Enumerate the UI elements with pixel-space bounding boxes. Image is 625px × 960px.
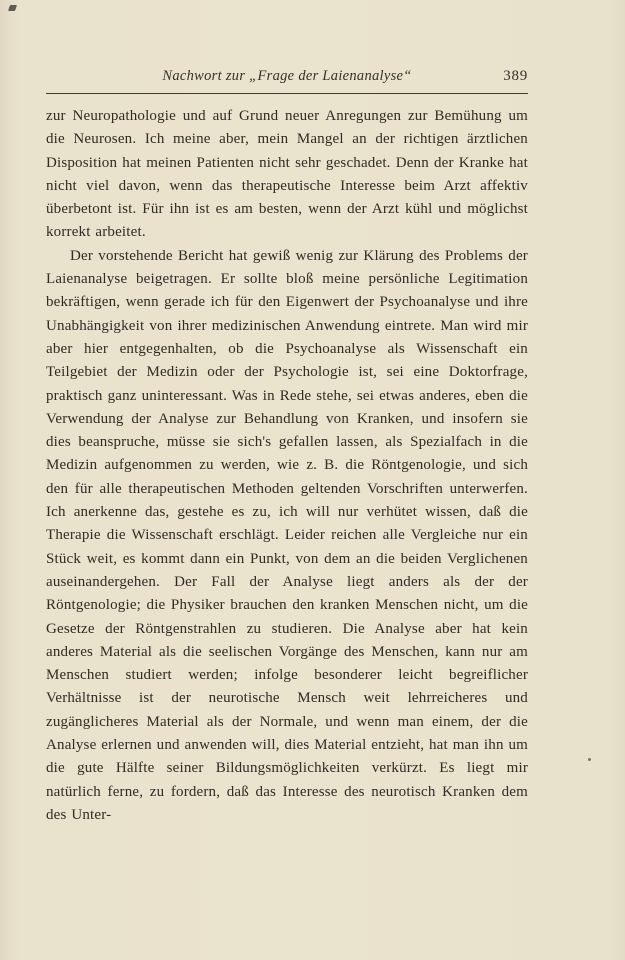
running-header (46, 68, 528, 90)
header-title: Nachwort zur „Frage der Laienanalyse“ (162, 68, 412, 84)
page-number: 389 (503, 68, 528, 84)
header-rule (46, 93, 528, 94)
paragraph: zur Neuropathologie und auf Grund neuer Anregungen zur Bemühung um die Neurosen. Ich meine aber, mein Mangel an der richtigen ärztlichen Disposition hat meinen Patienten nicht sehr geschadet. Denn der Kranke hat nicht viel davon, wenn das therapeutische Interesse beim Arzt affektiv überbetont ist. Für ihn ist es am besten, wenn der Arzt kühl und möglichst korrekt arbeitet. (46, 108, 528, 241)
paragraph: Der vorstehende Bericht hat gewiß wenig zur Klärung des Problems der Laienanalyse beigetragen. Er sollte bloß meine persönliche Legitimation bekräftigen, wenn gerade ich für den Eigenwert der Psychoanalyse und ihre Unabhängigkeit von ihrer medizinischen Anwendung eintrete. Man wird mir aber hier entgegenhalten, ob die Psychoanalyse als Wissenschaft ein Teilgebiet der Medizin oder der Psychologie ist, sei eine Doktorfrage, praktisch ganz uninteressant. Was in Rede stehe, sei etwas anderes, eben die Verwendung der Analyse zur Behandlung von Kranken, und insofern sie dies beanspruche, müsse sie sich's gefallen lassen, als Spezialfach in die Medizin aufgenommen zu werden, wie z. B. die Röntgenologie, und sich den für alle therapeutischen Methoden geltenden Vorschriften unterwerfen. Ich anerkenne das, gestehe es zu, ich will nur verhütet wissen, daß die Therapie die Wissenschaft erschlägt. Leider reichen alle Vergleiche nur ein Stück weit, es kommt dann ein Punkt, von dem an die beiden Verglichenen auseinandergehen. Der Fall der Analyse liegt anders als der der Röntgenologie; die Physiker brauchen den kranken Menschen nicht, um die Gesetze der Röntgenstrahlen zu studieren. Die Analyse aber hat kein anderes Material als die seelischen Vorgänge des Menschen, kann nur am Menschen studiert werden; infolge besonderer leicht begreiflicher Verhältnisse ist der neurotische Mensch weit lehrreicheres und zugänglicheres Material als der Normale, und wenn man einem, der die Analyse erlernen und anwenden will, dies Material entzieht, hat man ihn um die gute Hälfte seiner Bildungsmöglichkeiten verkürzt. Es liegt mir natürlich ferne, zu fordern, daß das Interesse des neurotisch Kranken dem des Unter- (46, 247, 528, 823)
text-block (46, 68, 528, 827)
paper-speck (588, 758, 591, 761)
body-text (46, 105, 528, 827)
paper-speck (8, 5, 17, 11)
